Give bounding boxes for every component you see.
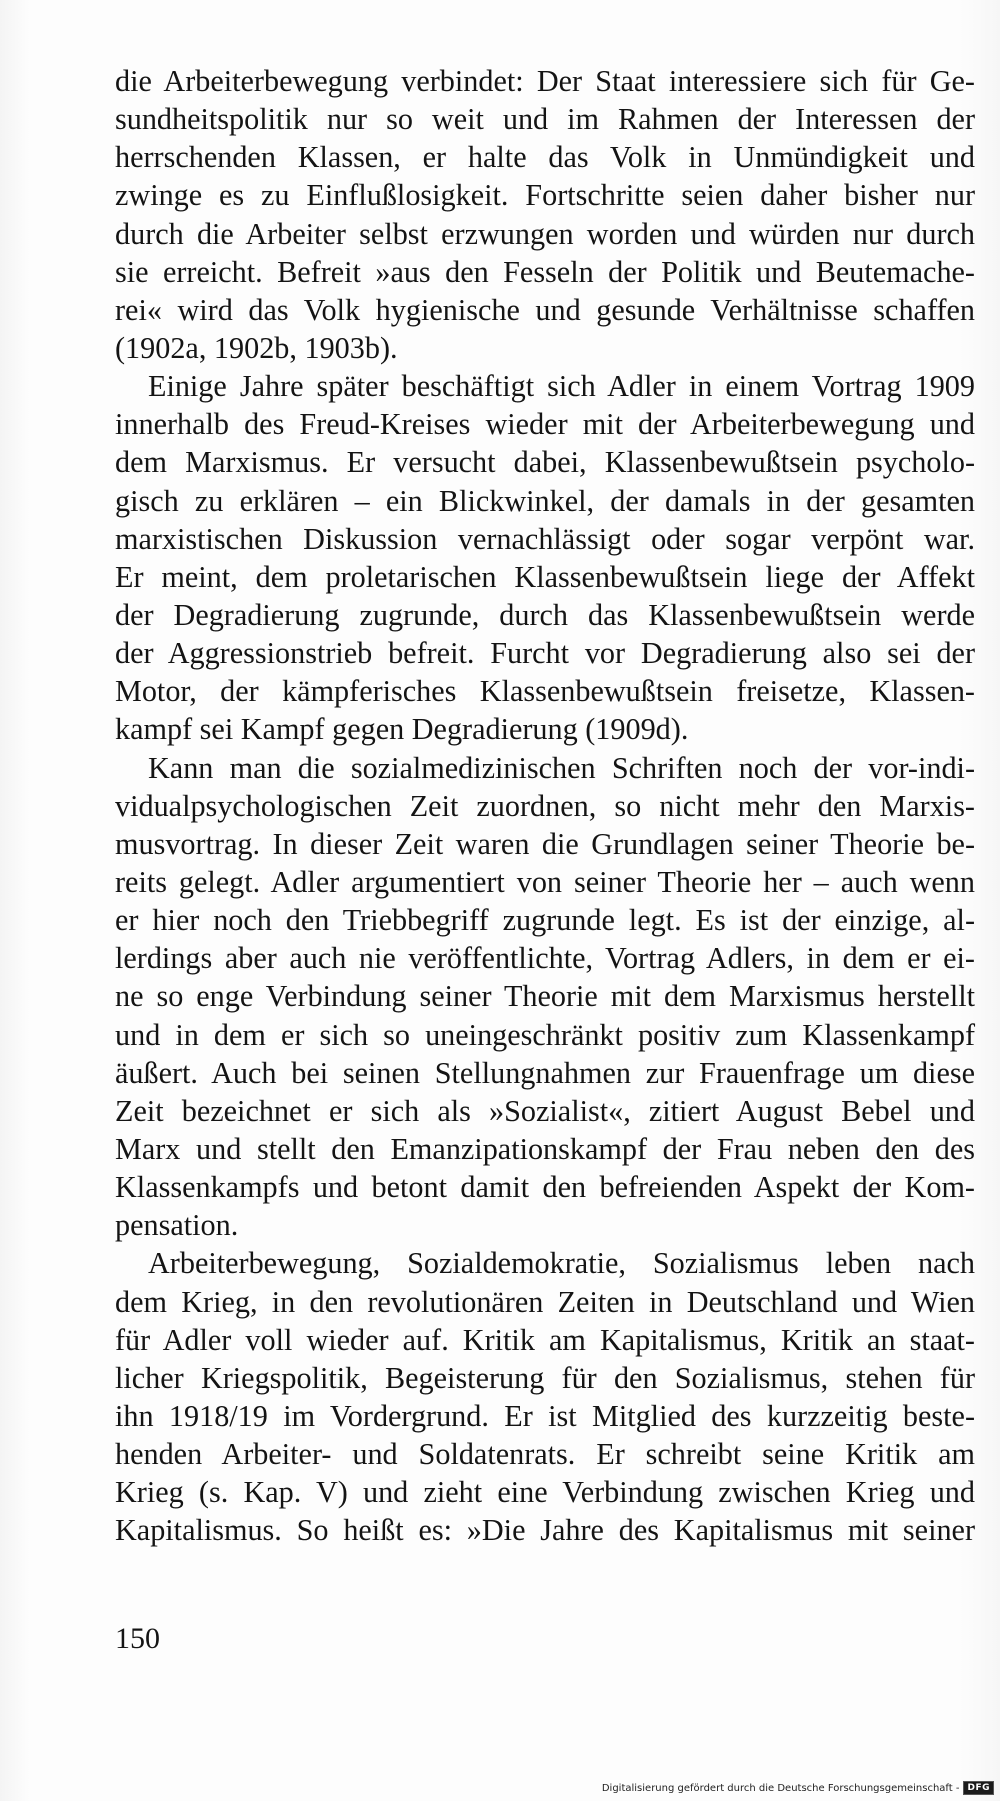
text-line: lerdings aber auch nie veröffentlichte, Vortrag Adlers, in dem er ei- bbox=[115, 941, 975, 976]
text-line: marxistischen Diskussion vernachlässigt oder sogar verpönt war. bbox=[115, 521, 975, 556]
text-line: vidualpsychologischen Zeit zuordnen, so nicht mehr den Marxis- bbox=[115, 788, 975, 823]
text-line: der Degradierung zugrunde, durch das Klassenbewußtsein werde bbox=[115, 597, 975, 632]
text-line: herrschenden Klassen, er halte das Volk in Unmündigkeit und bbox=[115, 140, 975, 175]
text-line: kampf sei Kampf gegen Degradierung (1909d). bbox=[115, 712, 689, 747]
text-line: pensation. bbox=[115, 1208, 239, 1243]
text-line: gisch zu erklären – ein Blickwinkel, der damals in der gesamten bbox=[115, 483, 975, 518]
text-line: ne so enge Verbindung seiner Theorie mit dem Marxismus herstellt bbox=[115, 979, 975, 1014]
text-line: durch die Arbeiter selbst erzwungen worden und würden nur durch bbox=[115, 216, 975, 251]
text-line: sundheitspolitik nur so weit und im Rahmen der Interessen der bbox=[115, 102, 975, 137]
text-line: äußert. Auch bei seinen Stellungnahmen zur Frauenfrage um diese bbox=[115, 1055, 975, 1090]
text-line: Marx und stellt den Emanzipationskampf der Frau neben den des bbox=[115, 1131, 975, 1166]
footer-text: Digitalisierung gefördert durch die Deutsche Forschungsgemeinschaft - bbox=[601, 1782, 960, 1794]
text-line: licher Kriegspolitik, Begeisterung für den Sozialismus, stehen für bbox=[115, 1360, 975, 1395]
text-line: zwinge es zu Einflußlosigkeit. Fortschritte seien daher bisher nur bbox=[115, 178, 975, 213]
body-text bbox=[115, 62, 975, 1549]
text-line: Zeit bezeichnet er sich als »Sozialist«, zitiert August Bebel und bbox=[115, 1093, 975, 1128]
text-line: rei« wird das Volk hygienische und gesunde Verhältnisse schaffen bbox=[115, 292, 975, 327]
text-line: Kapitalismus. So heißt es: »Die Jahre des Kapitalismus mit seiner bbox=[115, 1513, 975, 1548]
text-line: (1902a, 1902b, 1903b). bbox=[115, 330, 398, 365]
text-line: innerhalb des Freud-Kreises wieder mit der Arbeiterbewegung und bbox=[115, 407, 975, 442]
text-line: sie erreicht. Befreit »aus den Fesseln der Politik und Beutemache- bbox=[115, 254, 975, 289]
text-line: Motor, der kämpferisches Klassenbewußtsein freisetze, Klassen- bbox=[115, 674, 975, 709]
text-line: dem Marxismus. Er versucht dabei, Klassenbewußtsein psycholo- bbox=[115, 445, 975, 480]
text-line: Klassenkampfs und betont damit den befreienden Aspekt der Kom- bbox=[115, 1170, 975, 1205]
paragraph-start-line: Einige Jahre später beschäftigt sich Adler in einem Vortrag 1909 bbox=[148, 369, 975, 404]
text-line: reits gelegt. Adler argumentiert von seiner Theorie her – auch wenn bbox=[115, 864, 975, 899]
paragraph-start-line: Kann man die sozialmedizinischen Schriften noch der vor-indi- bbox=[148, 750, 975, 785]
text-line: er hier noch den Triebbegriff zugrunde legt. Es ist der einzige, al- bbox=[115, 903, 975, 938]
text-line: musvortrag. In dieser Zeit waren die Grundlagen seiner Theorie be- bbox=[115, 826, 975, 861]
text-line: dem Krieg, in den revolutionären Zeiten in Deutschland und Wien bbox=[115, 1284, 975, 1319]
text-line: für Adler voll wieder auf. Kritik am Kapitalismus, Kritik an staat- bbox=[115, 1322, 975, 1357]
text-line: Krieg (s. Kap. V) und zieht eine Verbindung zwischen Krieg und bbox=[115, 1475, 975, 1510]
text-line: und in dem er sich so uneingeschränkt positiv zum Klassenkampf bbox=[115, 1017, 975, 1052]
text-line: Er meint, dem proletarischen Klassenbewußtsein liege der Affekt bbox=[115, 559, 975, 594]
paragraph-start-line: Arbeiterbewegung, Sozialdemokratie, Sozialismus leben nach bbox=[148, 1246, 975, 1281]
text-line: die Arbeiterbewegung verbindet: Der Staat interessiere sich für Ge- bbox=[115, 64, 975, 98]
text-line: ihn 1918/19 im Vordergrund. Er ist Mitglied des kurzzeitig beste- bbox=[115, 1398, 975, 1433]
text-line: henden Arbeiter- und Soldatenrats. Er schreibt seine Kritik am bbox=[115, 1437, 975, 1472]
page-number: 150 bbox=[115, 1622, 160, 1655]
digitization-footer bbox=[602, 1781, 994, 1795]
dfg-logo-icon: DFG bbox=[963, 1781, 994, 1795]
text-line: der Aggressionstrieb befreit. Furcht vor Degradierung also sei der bbox=[115, 636, 975, 671]
